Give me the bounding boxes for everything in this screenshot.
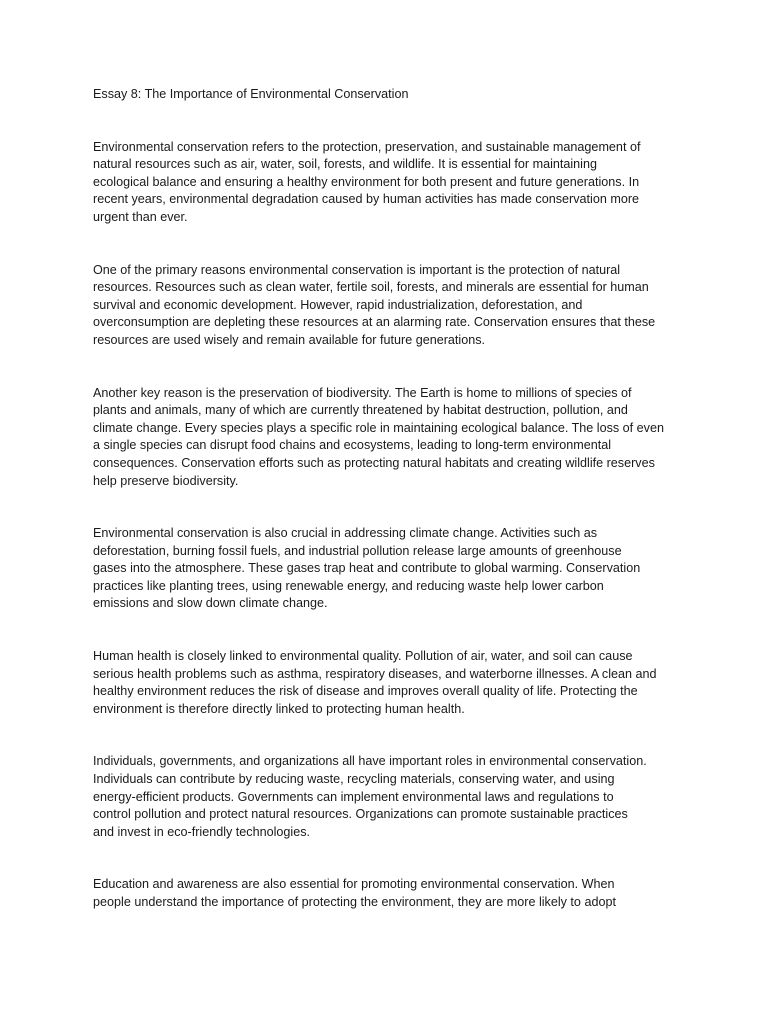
paragraph-line: urgent than ever. (93, 209, 188, 224)
paragraph-line: Education and awareness are also essential for promoting environmental conservation. When (93, 877, 615, 892)
paragraph-line: a single species can disrupt food chains and ecosystems, leading to long-term environmental (93, 438, 612, 453)
paragraph-definition (93, 139, 683, 227)
paragraph-human-health (93, 648, 683, 718)
paragraph-line: overconsumption are depleting these resources at an alarming rate. Conservation ensures that these (93, 315, 656, 330)
paragraph-line: gases into the atmosphere. These gases trap heat and contribute to global warming. Conservation (93, 561, 641, 576)
paragraph-line: serious health problems such as asthma, respiratory diseases, and waterborne illnesses. A clean and (93, 666, 657, 681)
paragraph-line: natural resources such as air, water, soil, forests, and wildlife. It is essential for maintaining (93, 157, 597, 172)
paragraph-line: control pollution and protect natural resources. Organizations can promote sustainable practices (93, 807, 628, 822)
paragraph-line: Another key reason is the preservation of biodiversity. The Earth is home to millions of species of (93, 385, 632, 400)
paragraph-line: One of the primary reasons environmental conservation is important is the protection of natural (93, 262, 621, 277)
paragraph-line: survival and economic development. However, rapid industrialization, deforestation, and (93, 297, 583, 312)
paragraph-line: ecological balance and ensuring a healthy environment for both present and future generations. In (93, 174, 640, 189)
document-body (93, 86, 683, 947)
paragraph-climate-change (93, 525, 683, 613)
essay-title: Essay 8: The Importance of Environmental Conservation (93, 87, 409, 101)
paragraph-line: emissions and slow down climate change. (93, 596, 328, 611)
paragraph-line: help preserve biodiversity. (93, 473, 239, 488)
paragraph-roles (93, 753, 683, 841)
paragraph-line: Individuals, governments, and organizations all have important roles in environmental conservation. (93, 754, 647, 769)
paragraph-line: environment is therefore directly linked to protecting human health. (93, 701, 465, 716)
paragraph-line: Individuals can contribute by reducing waste, recycling materials, conserving water, and using (93, 772, 615, 787)
paragraph-line: practices like planting trees, using renewable energy, and reducing waste help lower carbon (93, 578, 604, 593)
paragraph-line: people understand the importance of protecting the environment, they are more likely to adopt (93, 895, 616, 909)
paragraph-line: resources are used wisely and remain available for future generations. (93, 332, 486, 347)
paragraph-line: consequences. Conservation efforts such as protecting natural habitats and creating wildlife reserves (93, 455, 655, 470)
paragraph-line: deforestation, burning fossil fuels, and industrial pollution release large amounts of greenhouse (93, 543, 622, 558)
paragraph-line: recent years, environmental degradation caused by human activities has made conservation more (93, 192, 640, 207)
paragraph-line: Environmental conservation is also crucial in addressing climate change. Activities such as (93, 526, 597, 541)
paragraph-natural-resources (93, 262, 683, 350)
paragraph-line: climate change. Every species plays a specific role in maintaining ecological balance. The loss of even (93, 420, 664, 435)
paragraph-line: plants and animals, many of which are currently threatened by habitat destruction, pollution, and (93, 403, 628, 418)
paragraph-line: resources. Resources such as clean water, fertile soil, forests, and minerals are essential for human (93, 280, 649, 295)
paragraph-line: and invest in eco-friendly technologies. (93, 824, 311, 839)
paragraph-biodiversity (93, 385, 683, 491)
paragraph-line: energy-efficient products. Governments can implement environmental laws and regulations to (93, 789, 614, 804)
paragraph-line: healthy environment reduces the risk of disease and improves overall quality of life. Protecting the (93, 684, 638, 699)
paragraph-education (93, 876, 683, 911)
paragraph-line: Human health is closely linked to environmental quality. Pollution of air, water, and soil can cause (93, 649, 633, 664)
paragraph-line: Environmental conservation refers to the protection, preservation, and sustainable management of (93, 139, 641, 154)
